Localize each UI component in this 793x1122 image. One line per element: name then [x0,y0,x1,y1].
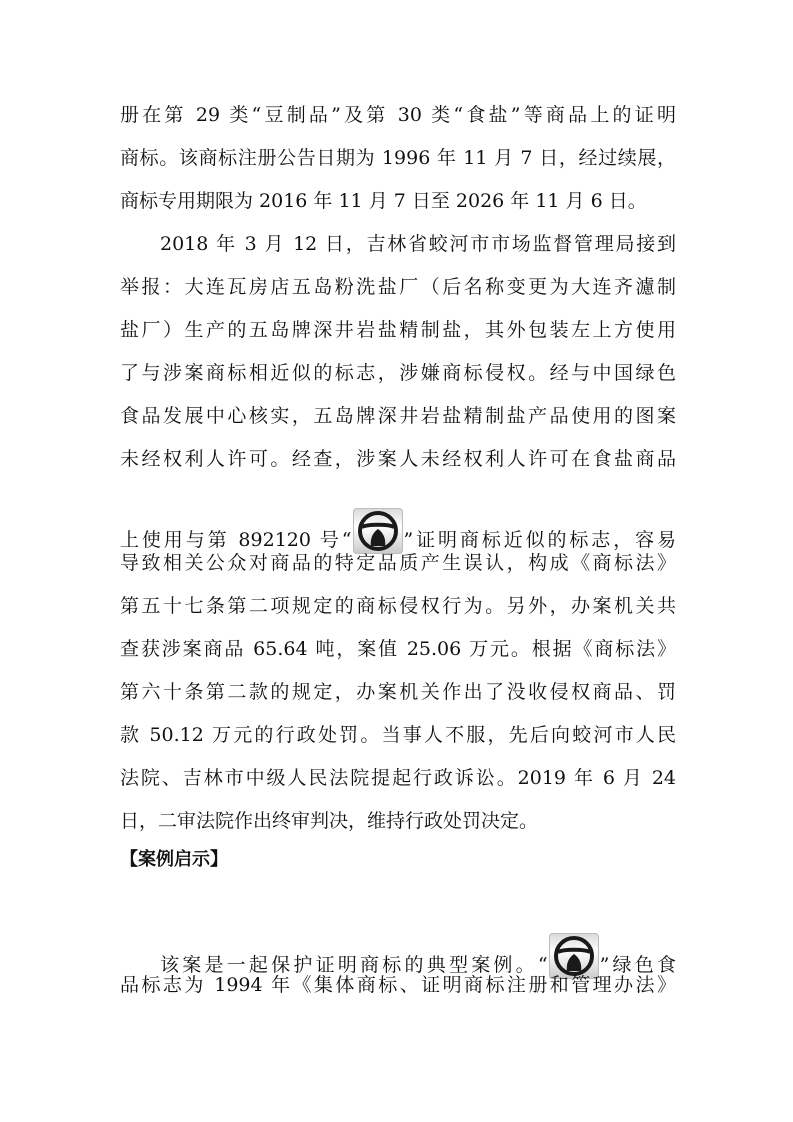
paragraph2-line-10: 查获涉案商品 65.64 吨，案值 25.06 万元。根据《商标法》 [120,638,676,660]
paragraph2-line-3: 盐厂）生产的五岛牌深井岩盐精制盐，其外包装左上方使用 [120,319,676,341]
paragraph1-line-1: 册在第 29 类“豆制品”及第 30 类“食盐”等商品上的证明 [120,104,676,126]
paragraph2-line-4: 了与涉案商标相近似的标志，涉嫌商标侵权。经与中国绿色 [120,362,676,384]
paragraph3-line-2: 品标志为 1994 年《集体商标、证明商标注册和管理办法》 [120,974,676,996]
section-heading: 【案例启示】 [120,849,228,870]
paragraph2-line-13: 法院、吉林市中级人民法院提起行政诉讼。2019 年 6 月 24 [120,767,676,789]
paragraph2-line-11: 第六十条第二款的规定，办案机关作出了没收侵权商品、罚 [120,681,676,703]
paragraph2-line-5: 食品发展中心核实，五岛牌深井岩盐精制盐产品使用的图案 [120,405,676,427]
paragraph2-line-8: 导致相关公众对商品的特定品质产生误认，构成《商标法》 [120,552,676,574]
paragraph1-line-3: 商标专用期限为 2016 年 11 月 7 日至 2026 年 11 月 6 日。 [120,190,647,212]
p3-text-after: ”绿色食 [599,954,676,976]
green-food-mark-icon [353,508,403,554]
p3-text-before: 该案是一起保护证明商标的典型案例。“ [160,954,548,976]
logo-line-text-after: ”证明商标近似的标志，容易 [403,529,677,551]
paragraph1-line-2: 商标。该商标注册公告日期为 1996 年 11 月 7 日，经过续展， [120,147,676,169]
paragraph2-logo-line [120,508,676,554]
paragraph2-line-2: 举报：大连瓦房店五岛粉洗盐厂（后名称变更为大连齐濾制 [120,276,676,298]
paragraph2-line-12: 款 50.12 万元的行政处罚。当事人不服，先后向蛟河市人民 [120,724,676,746]
logo-line-text-before: 上使用与第 892120 号“ [120,529,352,551]
paragraph2-line-9: 第五十七条第二项规定的商标侵权行为。另外，办案机关共 [120,595,676,617]
paragraph2-line-14: 日，二审法院作出终审判决，维持行政处罚决定。 [120,810,539,832]
paragraph2-line-6: 未经权利人许可。经查，涉案人未经权利人许可在食盐商品 [120,448,676,470]
paragraph2-line-1: 2018 年 3 月 12 日，吉林省蛟河市市场监督管理局接到 [160,233,676,255]
